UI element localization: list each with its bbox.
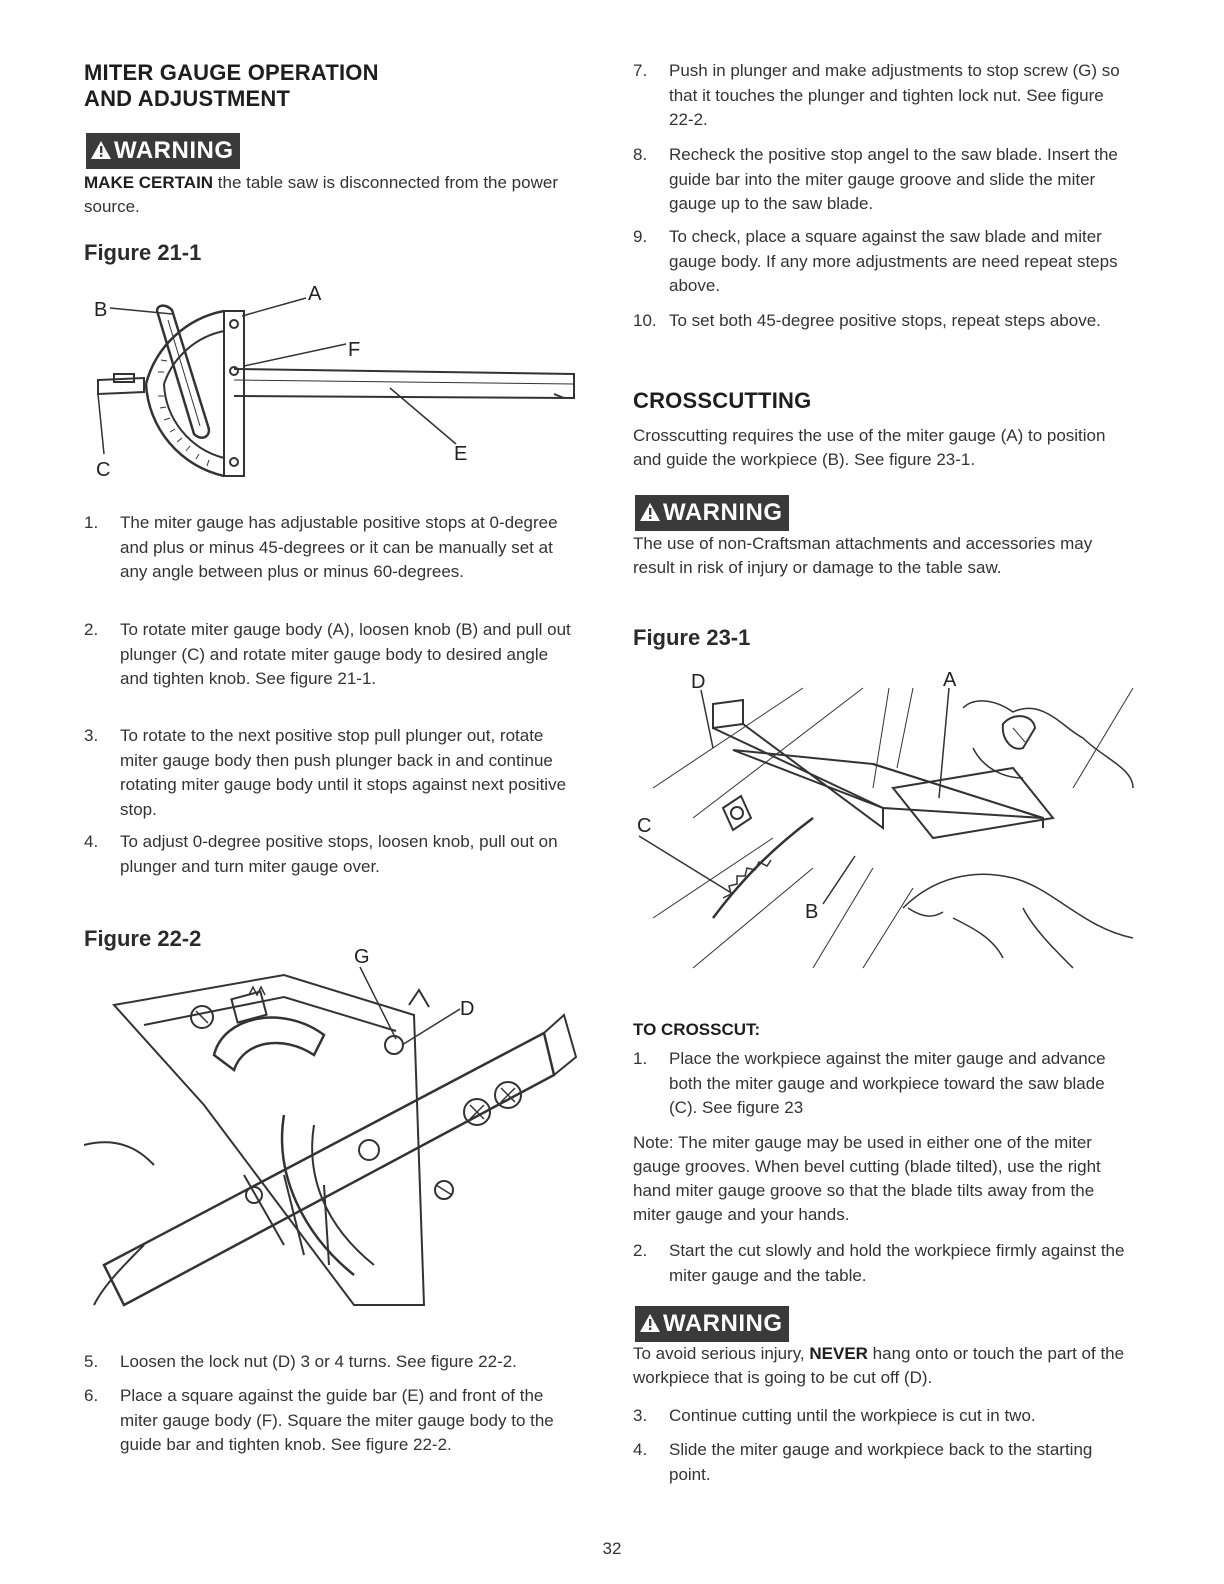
step-text: To check, place a square against the saw blade and miter gauge body. If any more adjustments are need repeat steps above. xyxy=(669,227,1118,295)
step-text: Place a square against the guide bar (E) and front of the miter gauge body (F). Square the miter gauge body to the guide bar and tighten knob. See figure 22-2. xyxy=(120,1386,554,1454)
warning-3-post: hang onto or touch the part of the workpiece that is going to be cut off (D). xyxy=(633,1344,1125,1387)
step-number: 2. xyxy=(633,1241,648,1260)
step-3 xyxy=(84,724,580,822)
step-number: 1. xyxy=(84,513,99,532)
warning-banner-1-label: WARNING xyxy=(114,137,234,164)
crosscutting-heading: CROSSCUTTING xyxy=(633,388,812,413)
step-text: Place the workpiece against the miter gauge and advance both the miter gauge and workpiece toward the saw blade (C). See figure 23 xyxy=(669,1049,1106,1117)
step-7 xyxy=(633,59,1128,133)
crosscut-step-3 xyxy=(633,1404,1128,1429)
fig2-label-d: D xyxy=(460,998,475,1020)
crosscut-step-1 xyxy=(633,1047,1128,1121)
crosscutting-intro: Crosscutting requires the use of the miter gauge (A) to position and guide the workpiece (B). See figure 23-1. xyxy=(633,426,1106,469)
figure-21-1-illustration xyxy=(84,276,584,486)
step-10 xyxy=(633,309,1128,334)
warning-2-text: The use of non-Craftsman attachments and accessories may result in risk of injury or damage to the table saw. xyxy=(633,534,1093,577)
heading-line-2: AND ADJUSTMENT xyxy=(84,86,291,111)
fig2-label-g: G xyxy=(354,946,370,968)
crosscut-step-4 xyxy=(633,1438,1128,1487)
warning-1-bold: MAKE CERTAIN xyxy=(84,173,214,192)
step-number: 2. xyxy=(84,620,99,639)
warning-3-text xyxy=(633,1342,1128,1390)
figure-21-1-title: Figure 21-1 xyxy=(84,240,202,265)
fig3-label-d: D xyxy=(691,671,706,693)
step-9 xyxy=(633,225,1128,299)
step-number: 10. xyxy=(633,311,657,330)
warning-1-text xyxy=(84,171,564,219)
figure-22-2-title: Figure 22-2 xyxy=(84,926,202,951)
warning-banner-2 xyxy=(635,495,789,531)
figure-22-2-illustration xyxy=(84,945,584,1315)
step-text: To set both 45-degree positive stops, repeat steps above. xyxy=(669,311,1101,330)
page-number: 32 xyxy=(602,1539,622,1558)
fig3-label-c: C xyxy=(637,815,652,837)
warning-banner-3 xyxy=(635,1306,789,1342)
warning-1-body: the table saw is disconnected from the power source. xyxy=(84,173,558,216)
crosscut-note: Note: The miter gauge may be used in either one of the miter gauge grooves. When bevel cutting (blade tilted), use the right hand miter gauge groove so that the blade tilts away from the miter gauge and your hands. xyxy=(633,1133,1101,1224)
step-text: Continue cutting until the workpiece is cut in two. xyxy=(669,1406,1036,1425)
crosscut-step-2 xyxy=(633,1239,1128,1288)
step-text: Recheck the positive stop angel to the saw blade. Insert the guide bar into the miter gauge groove and slide the miter gauge up to the saw blade. xyxy=(669,145,1118,213)
step-text: To rotate to the next positive stop pull plunger out, rotate miter gauge body then push plunger back in and continue rotating miter gauge body until it stops against next positive stop. xyxy=(120,726,567,819)
warning-triangle-icon xyxy=(639,1308,661,1344)
step-number: 6. xyxy=(84,1386,99,1405)
step-number: 4. xyxy=(84,832,99,851)
step-4 xyxy=(84,830,580,879)
section-heading-miter-gauge xyxy=(84,60,584,112)
warning-triangle-icon xyxy=(90,135,112,171)
figure-23-1-title: Figure 23-1 xyxy=(633,625,751,650)
fig1-label-a: A xyxy=(308,283,322,305)
step-text: Slide the miter gauge and workpiece back to the starting point. xyxy=(669,1440,1093,1484)
step-text: The miter gauge has adjustable positive stops at 0-degree and plus or minus 45-degrees or it can be manually set at any angle between plus or minus 60-degrees. xyxy=(120,513,558,581)
step-5 xyxy=(84,1350,584,1375)
warning-banner-3-label: WARNING xyxy=(663,1310,783,1337)
step-number: 3. xyxy=(84,726,99,745)
step-number: 4. xyxy=(633,1440,648,1459)
step-6 xyxy=(84,1384,580,1458)
warning-banner-2-label: WARNING xyxy=(663,499,783,526)
fig1-label-c: C xyxy=(96,459,111,481)
step-text: To adjust 0-degree positive stops, loosen knob, pull out on plunger and turn miter gauge over. xyxy=(120,832,558,876)
step-text: Start the cut slowly and hold the workpiece firmly against the miter gauge and the table. xyxy=(669,1241,1125,1285)
warning-banner-1 xyxy=(86,133,240,169)
step-2 xyxy=(84,618,580,692)
step-number: 9. xyxy=(633,227,648,246)
step-text: To rotate miter gauge body (A), loosen knob (B) and pull out plunger (C) and rotate miter gauge body to desired angle and tighten knob. See figure 21-1. xyxy=(120,620,571,688)
fig1-label-f: F xyxy=(348,339,361,361)
warning-triangle-icon xyxy=(639,497,661,533)
warning-3-pre: To avoid serious injury, xyxy=(633,1344,810,1363)
step-number: 1. xyxy=(633,1049,648,1068)
step-number: 3. xyxy=(633,1406,648,1425)
step-8 xyxy=(633,143,1128,217)
step-1 xyxy=(84,511,580,585)
to-crosscut-subheading: TO CROSSCUT: xyxy=(633,1020,761,1039)
step-text: Push in plunger and make adjustments to stop screw (G) so that it touches the plunger and tighten lock nut. See figure 22-2. xyxy=(669,61,1120,129)
fig1-label-e: E xyxy=(454,443,468,465)
fig3-label-b: B xyxy=(805,901,819,923)
step-number: 8. xyxy=(633,145,648,164)
warning-3-bold: NEVER xyxy=(809,1344,868,1363)
fig3-label-a: A xyxy=(943,669,957,691)
step-text: Loosen the lock nut (D) 3 or 4 turns. See figure 22-2. xyxy=(120,1352,517,1371)
fig1-label-b: B xyxy=(94,299,108,321)
step-number: 7. xyxy=(633,61,648,80)
figure-23-1-illustration xyxy=(633,668,1133,978)
step-number: 5. xyxy=(84,1352,99,1371)
heading-line-1: MITER GAUGE OPERATION xyxy=(84,60,379,85)
